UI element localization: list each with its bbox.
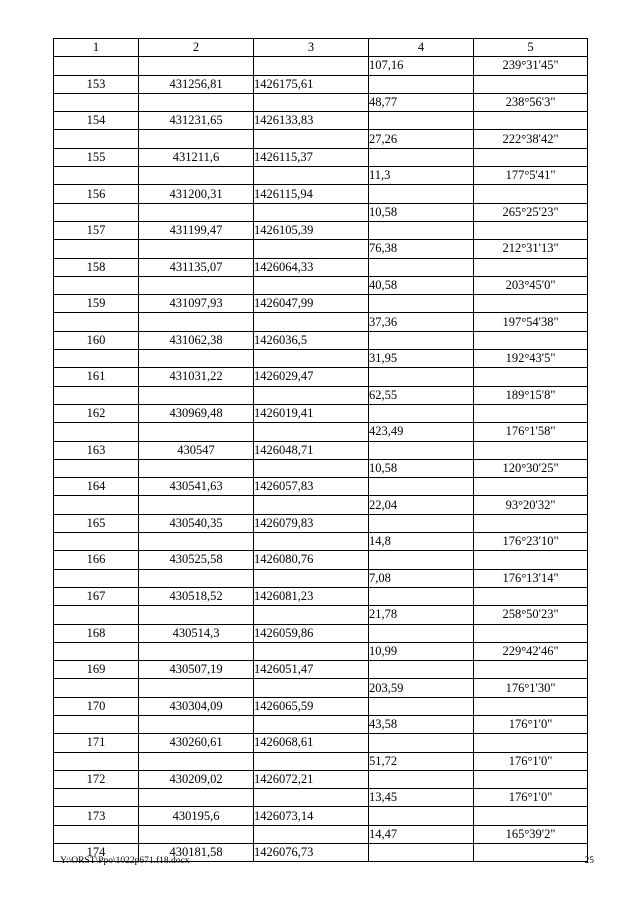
x-coordinate-cell <box>139 130 254 148</box>
angle-cell <box>474 368 588 386</box>
x-coordinate-cell <box>139 459 254 477</box>
x-coordinate-cell: 431211,6 <box>139 148 254 166</box>
footer-file-path: Y:\ORST\Ppo\1022p671.f18.docx <box>60 856 190 866</box>
point-number-cell: 161 <box>54 368 139 386</box>
x-coordinate-cell <box>139 276 254 294</box>
distance-cell <box>369 148 474 166</box>
distance-cell: 27,26 <box>369 130 474 148</box>
x-coordinate-cell <box>139 167 254 185</box>
distance-cell <box>369 404 474 422</box>
x-coordinate-cell: 430304,09 <box>139 697 254 715</box>
point-number-cell: 156 <box>54 185 139 203</box>
distance-cell <box>369 844 474 862</box>
point-number-cell <box>54 533 139 551</box>
angle-cell: 265°25'23" <box>474 203 588 221</box>
y-coordinate-cell <box>254 606 369 624</box>
x-coordinate-cell: 430547 <box>139 441 254 459</box>
angle-cell <box>474 331 588 349</box>
distance-cell <box>369 551 474 569</box>
y-coordinate-cell <box>254 93 369 111</box>
y-coordinate-cell <box>254 240 369 258</box>
angle-cell: 238°56'3" <box>474 93 588 111</box>
point-number-cell: 166 <box>54 551 139 569</box>
x-coordinate-cell <box>139 642 254 660</box>
distance-cell: 14,47 <box>369 825 474 843</box>
distance-cell: 48,77 <box>369 93 474 111</box>
segment-row <box>54 276 588 294</box>
angle-cell: 93°20'32" <box>474 496 588 514</box>
distance-cell: 7,08 <box>369 569 474 587</box>
distance-cell <box>369 295 474 313</box>
y-coordinate-cell <box>254 130 369 148</box>
segment-row <box>54 203 588 221</box>
y-coordinate-cell: 1426072,21 <box>254 770 369 788</box>
point-number-cell <box>54 386 139 404</box>
angle-cell: 192°43'5" <box>474 350 588 368</box>
point-number-cell <box>54 825 139 843</box>
point-number-cell: 163 <box>54 441 139 459</box>
y-coordinate-cell <box>254 533 369 551</box>
x-coordinate-cell: 431031,22 <box>139 368 254 386</box>
x-coordinate-cell <box>139 203 254 221</box>
angle-cell: 229°42'46" <box>474 642 588 660</box>
angle-cell <box>474 514 588 532</box>
y-coordinate-cell <box>254 276 369 294</box>
point-number-cell: 165 <box>54 514 139 532</box>
y-coordinate-cell: 1426048,71 <box>254 441 369 459</box>
distance-cell <box>369 807 474 825</box>
y-coordinate-cell <box>254 386 369 404</box>
angle-cell <box>474 441 588 459</box>
x-coordinate-cell: 430540,35 <box>139 514 254 532</box>
point-number-cell: 157 <box>54 221 139 239</box>
angle-cell <box>474 295 588 313</box>
y-coordinate-cell: 1426019,41 <box>254 404 369 422</box>
point-number-cell <box>54 715 139 733</box>
y-coordinate-cell: 1426133,83 <box>254 112 369 130</box>
point-number-cell <box>54 203 139 221</box>
point-number-cell: 170 <box>54 697 139 715</box>
y-coordinate-cell: 1426029,47 <box>254 368 369 386</box>
angle-cell: 189°15'8" <box>474 386 588 404</box>
y-coordinate-cell: 1426064,33 <box>254 258 369 276</box>
distance-cell: 31,95 <box>369 350 474 368</box>
angle-cell: 197°54'38" <box>474 313 588 331</box>
angle-cell: 176°13'14" <box>474 569 588 587</box>
distance-cell: 51,72 <box>369 752 474 770</box>
x-coordinate-cell <box>139 825 254 843</box>
angle-cell <box>474 404 588 422</box>
point-number-cell <box>54 679 139 697</box>
angle-cell <box>474 75 588 93</box>
distance-cell: 21,78 <box>369 606 474 624</box>
x-coordinate-cell: 430260,61 <box>139 734 254 752</box>
x-coordinate-cell: 430518,52 <box>139 587 254 605</box>
point-number-cell: 162 <box>54 404 139 422</box>
point-number-cell: 158 <box>54 258 139 276</box>
point-number-cell <box>54 130 139 148</box>
point-row <box>54 551 588 569</box>
y-coordinate-cell <box>254 642 369 660</box>
x-coordinate-cell <box>139 350 254 368</box>
point-number-cell: 153 <box>54 75 139 93</box>
distance-cell <box>369 441 474 459</box>
point-row <box>54 661 588 679</box>
x-coordinate-cell: 430181,58 <box>139 844 254 862</box>
column-header: 2 <box>139 39 254 57</box>
table-body <box>54 57 588 862</box>
point-number-cell: 160 <box>54 331 139 349</box>
x-coordinate-cell <box>139 496 254 514</box>
x-coordinate-cell: 431200,31 <box>139 185 254 203</box>
point-row <box>54 807 588 825</box>
distance-cell <box>369 514 474 532</box>
distance-cell <box>369 112 474 130</box>
footer-page-number: 25 <box>584 856 594 866</box>
angle-cell: 176°1'0" <box>474 752 588 770</box>
point-number-cell <box>54 276 139 294</box>
angle-cell <box>474 807 588 825</box>
point-row <box>54 624 588 642</box>
point-row <box>54 697 588 715</box>
angle-cell: 176°1'0" <box>474 789 588 807</box>
x-coordinate-cell <box>139 715 254 733</box>
distance-cell: 22,04 <box>369 496 474 514</box>
y-coordinate-cell: 1426081,23 <box>254 587 369 605</box>
column-header: 5 <box>474 39 588 57</box>
angle-cell: 120°30'25" <box>474 459 588 477</box>
distance-cell <box>369 734 474 752</box>
y-coordinate-cell <box>254 459 369 477</box>
x-coordinate-cell: 430507,19 <box>139 661 254 679</box>
x-coordinate-cell <box>139 533 254 551</box>
x-coordinate-cell <box>139 606 254 624</box>
point-row <box>54 734 588 752</box>
angle-cell: 176°1'0" <box>474 715 588 733</box>
segment-row <box>54 167 588 185</box>
x-coordinate-cell: 431256,81 <box>139 75 254 93</box>
angle-cell <box>474 112 588 130</box>
y-coordinate-cell: 1426115,37 <box>254 148 369 166</box>
distance-cell <box>369 478 474 496</box>
distance-cell: 11,3 <box>369 167 474 185</box>
y-coordinate-cell <box>254 789 369 807</box>
point-number-cell <box>54 313 139 331</box>
x-coordinate-cell <box>139 752 254 770</box>
distance-cell: 62,55 <box>369 386 474 404</box>
segment-row <box>54 496 588 514</box>
distance-cell <box>369 770 474 788</box>
segment-row <box>54 825 588 843</box>
column-header: 3 <box>254 39 369 57</box>
y-coordinate-cell: 1426059,86 <box>254 624 369 642</box>
y-coordinate-cell: 1426073,14 <box>254 807 369 825</box>
segment-row <box>54 240 588 258</box>
point-number-cell: 172 <box>54 770 139 788</box>
angle-cell: 203°45'0" <box>474 276 588 294</box>
point-row <box>54 368 588 386</box>
y-coordinate-cell: 1426057,83 <box>254 478 369 496</box>
point-row <box>54 770 588 788</box>
point-number-cell: 155 <box>54 148 139 166</box>
segment-row <box>54 642 588 660</box>
angle-cell <box>474 258 588 276</box>
point-number-cell: 168 <box>54 624 139 642</box>
distance-cell: 37,36 <box>369 313 474 331</box>
distance-cell: 423,49 <box>369 423 474 441</box>
y-coordinate-cell <box>254 825 369 843</box>
point-number-cell: 154 <box>54 112 139 130</box>
distance-cell: 43,58 <box>369 715 474 733</box>
point-row <box>54 514 588 532</box>
distance-cell <box>369 624 474 642</box>
x-coordinate-cell <box>139 679 254 697</box>
point-row <box>54 221 588 239</box>
point-row <box>54 258 588 276</box>
y-coordinate-cell <box>254 350 369 368</box>
angle-cell <box>474 661 588 679</box>
distance-cell: 203,59 <box>369 679 474 697</box>
point-row <box>54 587 588 605</box>
x-coordinate-cell: 430969,48 <box>139 404 254 422</box>
angle-cell <box>474 185 588 203</box>
point-row <box>54 331 588 349</box>
x-coordinate-cell: 431199,47 <box>139 221 254 239</box>
angle-cell <box>474 624 588 642</box>
point-number-cell <box>54 606 139 624</box>
y-coordinate-cell <box>254 203 369 221</box>
y-coordinate-cell <box>254 752 369 770</box>
point-row <box>54 441 588 459</box>
segment-row <box>54 679 588 697</box>
x-coordinate-cell: 430209,02 <box>139 770 254 788</box>
x-coordinate-cell <box>139 386 254 404</box>
segment-row <box>54 459 588 477</box>
point-number-cell <box>54 93 139 111</box>
angle-cell <box>474 734 588 752</box>
segment-row <box>54 606 588 624</box>
angle-cell: 165°39'2" <box>474 825 588 843</box>
y-coordinate-cell: 1426076,73 <box>254 844 369 862</box>
x-coordinate-cell: 430541,63 <box>139 478 254 496</box>
angle-cell <box>474 587 588 605</box>
distance-cell <box>369 661 474 679</box>
point-row <box>54 148 588 166</box>
angle-cell: 176°1'58" <box>474 423 588 441</box>
y-coordinate-cell <box>254 569 369 587</box>
point-number-cell: 164 <box>54 478 139 496</box>
point-row <box>54 75 588 93</box>
point-number-cell <box>54 752 139 770</box>
x-coordinate-cell <box>139 313 254 331</box>
point-row <box>54 478 588 496</box>
angle-cell: 176°1'30" <box>474 679 588 697</box>
distance-cell: 107,16 <box>369 57 474 75</box>
point-number-cell <box>54 423 139 441</box>
segment-row <box>54 57 588 75</box>
segment-row <box>54 569 588 587</box>
point-number-cell: 159 <box>54 295 139 313</box>
y-coordinate-cell: 1426036,5 <box>254 331 369 349</box>
distance-cell <box>369 697 474 715</box>
segment-row <box>54 313 588 331</box>
distance-cell: 10,58 <box>369 203 474 221</box>
angle-cell: 212°31'13" <box>474 240 588 258</box>
coordinates-table <box>53 38 588 862</box>
y-coordinate-cell: 1426047,99 <box>254 295 369 313</box>
column-header: 1 <box>54 39 139 57</box>
y-coordinate-cell <box>254 496 369 514</box>
y-coordinate-cell: 1426079,83 <box>254 514 369 532</box>
x-coordinate-cell: 430514,3 <box>139 624 254 642</box>
point-number-cell <box>54 569 139 587</box>
x-coordinate-cell <box>139 57 254 75</box>
point-number-cell <box>54 459 139 477</box>
segment-row <box>54 93 588 111</box>
segment-row <box>54 350 588 368</box>
y-coordinate-cell: 1426105,39 <box>254 221 369 239</box>
y-coordinate-cell: 1426080,76 <box>254 551 369 569</box>
distance-cell: 14,8 <box>369 533 474 551</box>
x-coordinate-cell: 430525,58 <box>139 551 254 569</box>
segment-row <box>54 386 588 404</box>
distance-cell <box>369 368 474 386</box>
angle-cell: 177°5'41" <box>474 167 588 185</box>
x-coordinate-cell: 431135,07 <box>139 258 254 276</box>
y-coordinate-cell: 1426065,59 <box>254 697 369 715</box>
angle-cell <box>474 221 588 239</box>
point-number-cell <box>54 350 139 368</box>
segment-row <box>54 789 588 807</box>
y-coordinate-cell <box>254 167 369 185</box>
angle-cell: 239°31'45" <box>474 57 588 75</box>
angle-cell: 258°50'23" <box>474 606 588 624</box>
distance-cell: 13,45 <box>369 789 474 807</box>
point-number-cell <box>54 789 139 807</box>
segment-row <box>54 715 588 733</box>
x-coordinate-cell: 431097,93 <box>139 295 254 313</box>
point-number-cell: 174 <box>54 844 139 862</box>
segment-row <box>54 533 588 551</box>
y-coordinate-cell: 1426051,47 <box>254 661 369 679</box>
y-coordinate-cell <box>254 313 369 331</box>
x-coordinate-cell: 431231,65 <box>139 112 254 130</box>
distance-cell: 10,99 <box>369 642 474 660</box>
segment-row <box>54 423 588 441</box>
y-coordinate-cell: 1426068,61 <box>254 734 369 752</box>
point-number-cell <box>54 496 139 514</box>
angle-cell: 222°38'42" <box>474 130 588 148</box>
y-coordinate-cell: 1426115,94 <box>254 185 369 203</box>
point-row <box>54 112 588 130</box>
point-number-cell <box>54 240 139 258</box>
y-coordinate-cell <box>254 679 369 697</box>
distance-cell <box>369 587 474 605</box>
x-coordinate-cell: 431062,38 <box>139 331 254 349</box>
angle-cell <box>474 551 588 569</box>
y-coordinate-cell <box>254 715 369 733</box>
column-header: 4 <box>369 39 474 57</box>
x-coordinate-cell <box>139 569 254 587</box>
point-number-cell: 173 <box>54 807 139 825</box>
x-coordinate-cell <box>139 423 254 441</box>
x-coordinate-cell <box>139 93 254 111</box>
x-coordinate-cell <box>139 240 254 258</box>
point-number-cell: 171 <box>54 734 139 752</box>
point-row <box>54 295 588 313</box>
distance-cell <box>369 221 474 239</box>
distance-cell <box>369 185 474 203</box>
y-coordinate-cell <box>254 423 369 441</box>
distance-cell: 10,58 <box>369 459 474 477</box>
distance-cell: 76,38 <box>369 240 474 258</box>
angle-cell <box>474 844 588 862</box>
angle-cell <box>474 697 588 715</box>
segment-row <box>54 130 588 148</box>
point-row <box>54 185 588 203</box>
distance-cell: 40,58 <box>369 276 474 294</box>
angle-cell <box>474 770 588 788</box>
distance-cell <box>369 331 474 349</box>
y-coordinate-cell <box>254 57 369 75</box>
point-number-cell: 167 <box>54 587 139 605</box>
y-coordinate-cell: 1426175,61 <box>254 75 369 93</box>
table-header-row <box>54 39 588 57</box>
point-row <box>54 404 588 422</box>
x-coordinate-cell: 430195,6 <box>139 807 254 825</box>
point-number-cell <box>54 167 139 185</box>
angle-cell <box>474 148 588 166</box>
point-number-cell <box>54 57 139 75</box>
angle-cell <box>474 478 588 496</box>
angle-cell: 176°23'10" <box>474 533 588 551</box>
point-number-cell: 169 <box>54 661 139 679</box>
segment-row <box>54 752 588 770</box>
distance-cell <box>369 75 474 93</box>
point-number-cell <box>54 642 139 660</box>
distance-cell <box>369 258 474 276</box>
x-coordinate-cell <box>139 789 254 807</box>
